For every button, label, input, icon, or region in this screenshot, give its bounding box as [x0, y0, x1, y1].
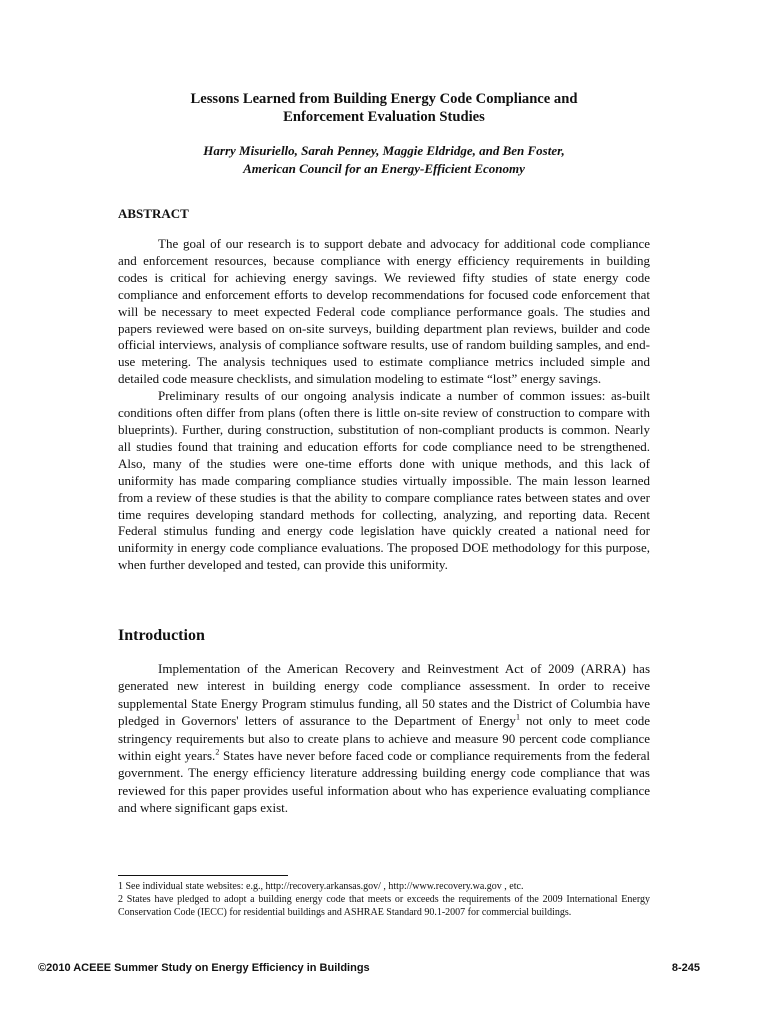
abstract-paragraph: Preliminary results of our ongoing analysis indicate a number of common issues: as-built conditions often differ from plans (often there is little on-site review of construction to compare with blueprints). Further, during construction, substitution of non-compliant products is common. Nearly all studies found that training and education efforts for code compliance need to be strengthened. Also, many of the studies were one-time efforts done with unique methods, and this lack of uniformity has made comparing compliance studies virtually impossible. The main lesson learned from a review of these studies is that the ability to compare compliance rates between states and over time requires developing standard methods for collecting, analyzing, and reporting data. Recent Federal stimulus funding and energy code legislation have quickly created a national need for uniformity in energy code compliance evaluations. The proposed DOE methodology for this purpose, when further developed and tested, can provide this uniformity. [118, 388, 650, 573]
author-names: Harry Misuriello, Sarah Penney, Maggie Eldridge, and Ben Foster, [203, 143, 565, 158]
author-affiliation: American Council for an Energy-Efficient Economy [243, 161, 525, 176]
footnotes [118, 880, 650, 919]
footnote-1: 1 See individual state websites: e.g., http://recovery.arkansas.gov/ , http://www.recovery.wa.gov , etc. [118, 881, 524, 892]
section-heading-introduction: Introduction [118, 627, 205, 644]
footnote-ref-1[interactable]: 1 [515, 712, 520, 722]
abstract-body [118, 236, 650, 574]
footer-copyright: ©2010 ACEEE Summer Study on Energy Efficiency in Buildings [38, 962, 370, 974]
paper-title [118, 90, 650, 126]
title-line-2: Enforcement Evaluation Studies [283, 109, 485, 125]
page-number: 8-245 [671, 962, 700, 974]
footnote-divider [118, 875, 288, 876]
footnote-ref-2[interactable]: 2 [215, 747, 220, 757]
intro-text-1: Implementation of the American Recovery and Reinvestment Act of 2009 (ARRA) has generated new interest in building energy code compliance assessment. In order to receive supplemental State Energy Program stimulus funding, all 50 states and the District of Columbia have pledged in Governors' letters of assurance to the Department of Energy [118, 661, 650, 729]
introduction-paragraph [118, 660, 650, 817]
author-block [118, 142, 650, 178]
intro-text-3: States have never before faced code or compliance requirements from the federal government. The energy efficiency literature addressing building energy code compliance that was reviewed for this paper provides useful information about who has experience evaluating compliance and where significant gaps exist. [118, 748, 650, 816]
title-line-1: Lessons Learned from Building Energy Code Compliance and [190, 91, 578, 107]
abstract-paragraph: The goal of our research is to support debate and advocacy for additional code compliance and enforcement resources, because compliance with energy efficiency requirements in building codes is critical for achieving energy savings. We reviewed fifty studies of state energy code compliance and enforcement efforts to develop recommendations for focused code enforcement that will be necessary to meet expected Federal code compliance performance goals. The studies and papers reviewed were based on on-site surveys, building department plan reviews, builder and code official interviews, analysis of compliance software results, use of random building samples, and end-use metering. The analysis techniques used to estimate compliance metrics included simple and detailed code measure checklists, and simulation modeling to estimate “lost” energy savings. [118, 236, 650, 387]
intro-text-2: not only to meet code stringency requirements but also to create plans to achieve and measure 90 percent code compliance within eight years. [118, 713, 650, 764]
footnote-2: 2 States have pledged to adopt a building energy code that meets or exceeds the requirements of the 2009 International Energy Conservation Code (IECC) for residential buildings and ASHRAE Standard 90.1-2007 for commercial buildings. [118, 894, 650, 918]
introduction-body [118, 660, 650, 817]
abstract-heading: ABSTRACT [118, 206, 189, 221]
